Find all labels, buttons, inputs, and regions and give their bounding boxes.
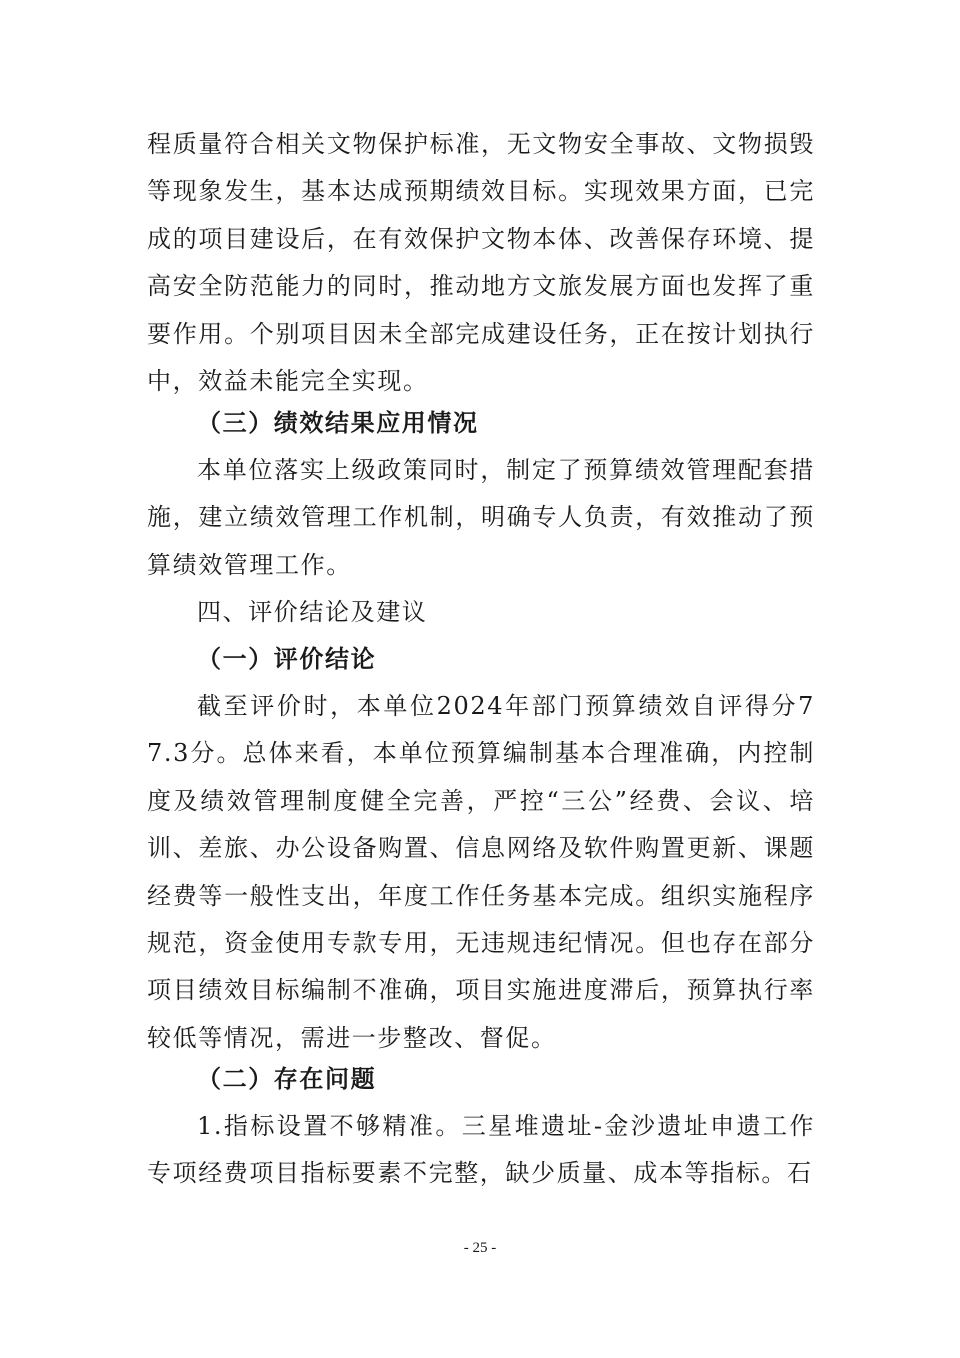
heading-conclusion-and-suggestions: 四、评价结论及建议: [197, 598, 428, 626]
heading-existing-problems: （二）存在问题: [197, 1065, 377, 1093]
heading-result-application: （三）绩效结果应用情况: [197, 409, 479, 437]
paragraph-performance-results: 程质量符合相关文物保护标准，无文物安全事故、文物损毁等现象发生，基本达成预期绩效目标。实现效果方面，已完成的项目建设后，在有效保护文物本体、改善保存环境、提高安全防范能力的同时，推动地方文旅发展方面也发挥了重要作用。个别项目因未全部完成建设任务，正在按计划执行中，效益未能完全实现。: [147, 130, 815, 396]
page-number: - 25 -: [463, 1240, 497, 1256]
paragraph-result-application: 本单位落实上级政策同时，制定了预算绩效管理配套措施，建立绩效管理工作机制，明确专人负责，有效推动了预算绩效管理工作。: [147, 456, 815, 579]
paragraph-evaluation-conclusion: 截至评价时，本单位2024年部门预算绩效自评得分77.3分。总体来看，本单位预算编制基本合理准确，内控制度及绩效管理制度健全完善，严控“三公”经费、会议、培训、差旅、办公设备购置、信息网络及软件购置更新、课题经费等一般性支出，年度工作任务基本完成。组织实施程序规范，资金使用专款专用，无违规违纪情况。但也存在部分项目绩效目标编制不准确，项目实施进度滞后，预算执行率较低等情况，需进一步整改、督促。: [147, 692, 815, 1052]
heading-evaluation-conclusion: （一）评价结论: [197, 645, 377, 673]
paragraph-existing-problems: 1.指标设置不够精准。三星堆遗址-金沙遗址申遗工作专项经费项目指标要素不完整，缺少质量、成本等指标。石: [147, 1112, 815, 1188]
